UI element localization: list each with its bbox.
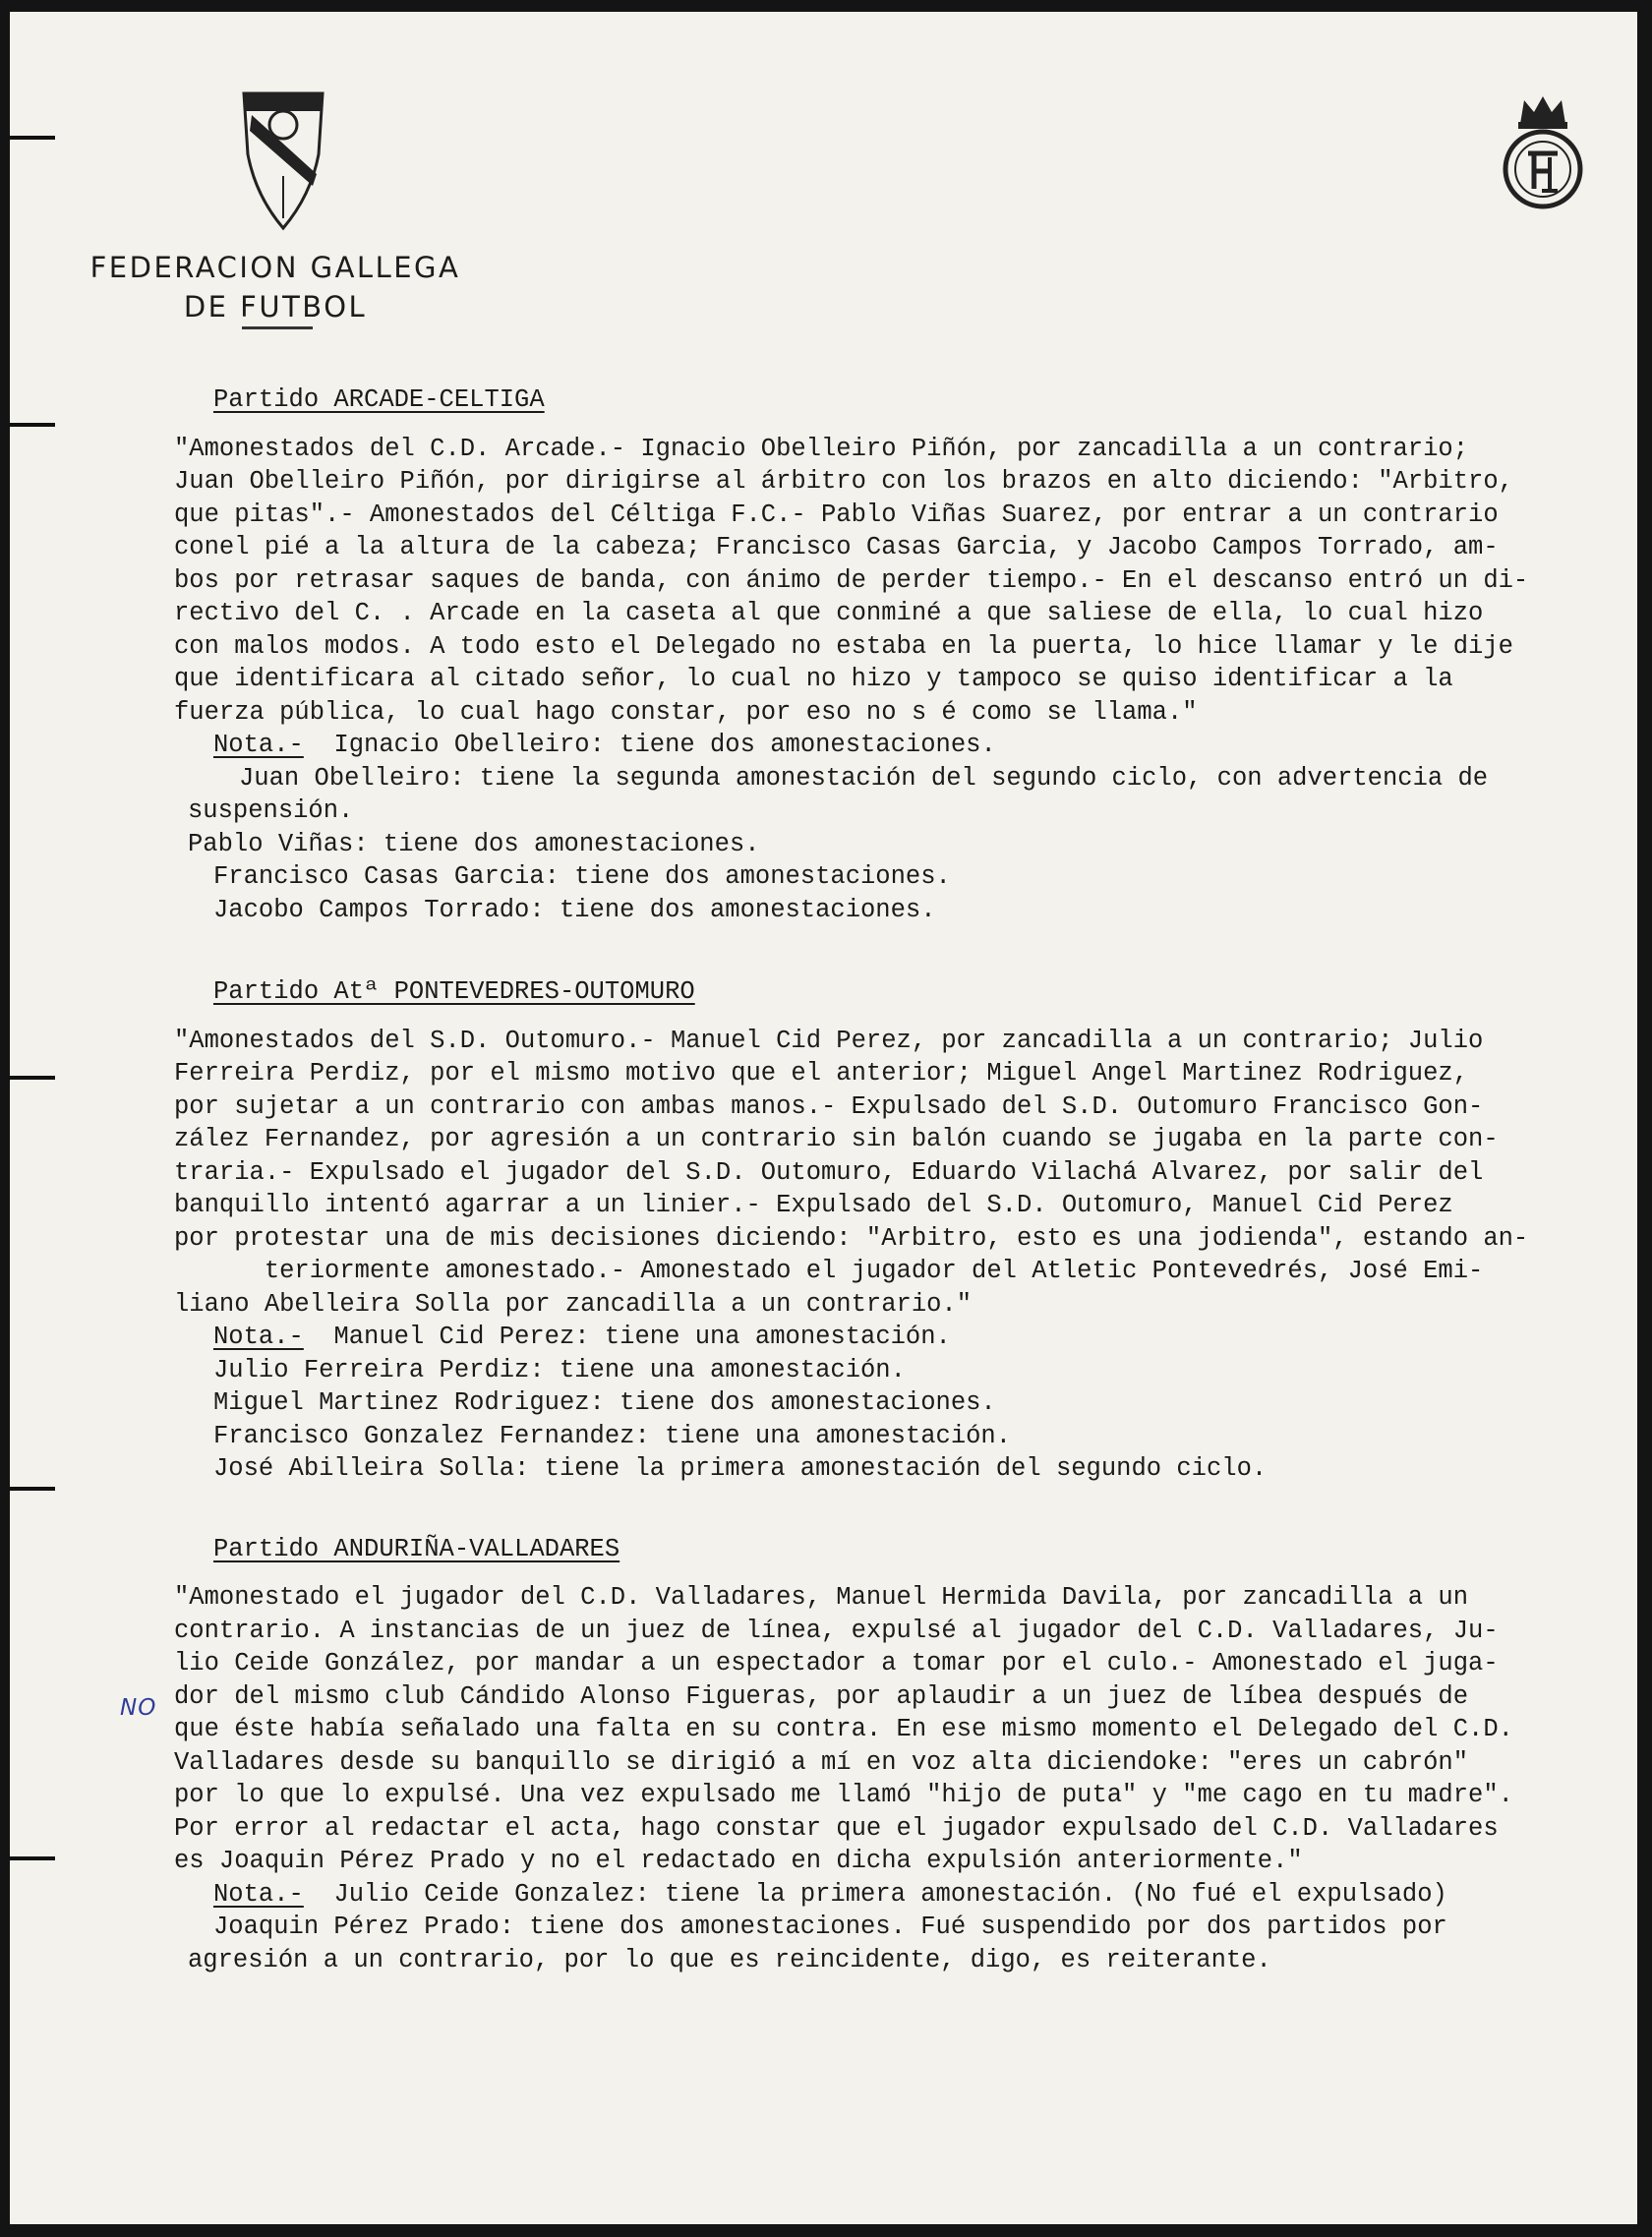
- report-line: que identificara al citado señor, lo cual no hizo y tampoco se quiso identificar a la: [174, 665, 1453, 693]
- match-sections: [174, 383, 1637, 1976]
- report-line: "Amonestados del C.D. Arcade.- Ignacio Obelleiro Piñón, por zancadilla a un contrario;: [174, 434, 1469, 463]
- report-line: lio Ceide González, por mandar a un espectador a tomar por el culo.- Amonestado el juga-: [174, 1649, 1499, 1678]
- binder-hole-mark: [10, 1487, 55, 1491]
- report-line: fuerza pública, lo cual hago constar, por eso no s é como se llama.": [174, 697, 1198, 727]
- report-line: Ferreira Perdiz, por el mismo motivo que el anterior; Miguel Angel Martinez Rodriguez,: [174, 1059, 1469, 1088]
- note-line: Francisco Gonzalez Fernandez: tiene una amonestación.: [213, 1421, 1012, 1450]
- report-line: dor del mismo club Cándido Alonso Figueras, por aplaudir a un juez de líbea después de: [174, 1681, 1469, 1711]
- report-line: con malos modos. A todo esto el Delegado no estaba en la puerta, lo hice llamar y le dije: [174, 631, 1513, 661]
- note-text: Manuel Cid Perez: tiene una amonestación.: [333, 1323, 951, 1351]
- note-line: agresión a un contrario, por lo que es reincidente, digo, es reiterante.: [188, 1945, 1271, 1974]
- note-label: Nota.-: [213, 1323, 304, 1351]
- binder-hole-mark: [10, 423, 55, 427]
- match-section: [174, 383, 1637, 926]
- report-line: conel pié a la altura de la cabeza; Francisco Casas Garcia, y Jacobo Campos Torrado, am-: [174, 533, 1499, 561]
- report-line: liano Abelleira Solla por zancadilla a un contrario.": [174, 1289, 973, 1319]
- handwritten-margin-note: NO: [120, 1695, 157, 1721]
- report-line: rectivo del C. . Arcade en la caseta al que conminé a que saliese de ella, lo cual hizo: [174, 599, 1484, 627]
- note-line: suspensión.: [188, 796, 354, 825]
- section-spacer: [174, 1486, 1637, 1533]
- note-line: Juan Obelleiro: tiene la segunda amonestación del segundo ciclo, con advertencia de: [239, 763, 1489, 793]
- report-line: traria.- Expulsado el jugador del S.D. Outomuro, Eduardo Vilachá Alvarez, por salir del: [174, 1157, 1484, 1187]
- note-line: [174, 1321, 1637, 1354]
- report-line: teriormente amonestado.- Amonestado el jugador del Atletic Pontevedrés, José Emi-: [174, 1257, 1484, 1285]
- report-line: "Amonestados del S.D. Outomuro.- Manuel Cid Perez, por zancadilla a un contrario; Julio: [174, 1026, 1484, 1055]
- federation-name-line2: DE FUTBOL: [183, 290, 368, 324]
- note-line: Julio Ferreira Perdiz: tiene una amonestación.: [213, 1355, 906, 1384]
- note-line: Pablo Viñas: tiene dos amonestaciones.: [188, 829, 760, 858]
- note-label: Nota.-: [213, 1879, 304, 1909]
- binder-hole-mark: [10, 1076, 55, 1080]
- report-line: por lo que lo expulsé. Una vez expulsado me llamó "hijo de puta" y "me cago en tu madre".: [174, 1781, 1513, 1809]
- report-line: contrario. A instancias de un juez de línea, expulsé al jugador del C.D. Valladares, Ju-: [174, 1616, 1499, 1645]
- note-label: Nota.-: [213, 731, 304, 759]
- note-line: [174, 729, 1637, 762]
- note-line: Francisco Casas Garcia: tiene dos amonestaciones.: [213, 862, 951, 891]
- report-line: Juan Obelleiro Piñón, por dirigirse al árbitro con los brazos en alto diciendo: "Arbitro,: [174, 467, 1513, 496]
- note-line: Jacobo Campos Torrado: tiene dos amonestaciones.: [213, 895, 936, 924]
- spanish-federation-crown-emblem-icon: [1499, 92, 1587, 212]
- match-section: [174, 975, 1637, 1486]
- note-line: José Abilleira Solla: tiene la primera amonestación del segundo ciclo.: [213, 1454, 1268, 1483]
- report-line: es Joaquin Pérez Prado y no el redactado en dicha expulsión anteriormente.": [174, 1847, 1303, 1875]
- note-line: Joaquin Pérez Prado: tiene dos amonestaciones. Fué suspendido por dos partidos por: [213, 1913, 1447, 1941]
- report-line: que pitas".- Amonestados del Céltiga F.C.- Pablo Viñas Suarez, por entrar a un contrario: [174, 500, 1499, 529]
- binder-hole-mark: [10, 136, 55, 140]
- report-line: por protestar una de mis decisiones diciendo: "Arbitro, esto es una jodienda", estando an-: [174, 1223, 1529, 1253]
- report-line: zález Fernandez, por agresión a un contrario sin balón cuando se jugaba en la parte con-: [174, 1125, 1499, 1153]
- report-line: bos por retrasar saques de banda, con ánimo de perder tiempo.- En el descanso entró un di-: [174, 565, 1529, 595]
- letterhead-divider: [242, 326, 313, 329]
- report-line: banquillo intentó agarrar a un linier.- Expulsado del S.D. Outomuro, Manuel Cid Perez: [174, 1191, 1453, 1219]
- match-title: Partido ANDURIÑA-VALLADARES: [213, 1534, 620, 1563]
- federation-name: [79, 248, 472, 326]
- report-line: que éste había señalado una falta en su contra. En ese mismo momento el Delegado del C.D.: [174, 1715, 1513, 1743]
- note-text: Julio Ceide Gonzalez: tiene la primera amonestación. (No fué el expulsado): [333, 1879, 1447, 1909]
- galician-federation-shield-icon: [234, 86, 332, 233]
- section-spacer: [174, 926, 1637, 975]
- report-content: [174, 383, 1637, 1976]
- match-section: [174, 1533, 1637, 1977]
- federation-name-line1: FEDERACION GALLEGA: [89, 251, 461, 284]
- document-page: [10, 12, 1637, 2224]
- report-line: por sujetar a un contrario con ambas manos.- Expulsado del S.D. Outomuro Francisco Gon-: [174, 1091, 1484, 1121]
- note-line: Miguel Martinez Rodriguez: tiene dos amonestaciones.: [213, 1388, 996, 1417]
- report-line: Valladares desde su banquillo se dirigió a mí en voz alta diciendoke: "eres un cabrón": [174, 1747, 1469, 1777]
- note-text: Ignacio Obelleiro: tiene dos amonestaciones.: [333, 731, 996, 759]
- note-line: [174, 1878, 1637, 1912]
- match-title: Partido ARCADE-CELTIGA: [213, 385, 545, 414]
- report-line: Por error al redactar el acta, hago constar que el jugador expulsado del C.D. Valladares: [174, 1813, 1499, 1843]
- match-title: Partido Atª PONTEVEDRES-OUTOMURO: [213, 977, 695, 1006]
- binder-hole-mark: [10, 1856, 55, 1860]
- report-line: "Amonestado el jugador del C.D. Valladares, Manuel Hermida Davila, por zancadilla a un: [174, 1583, 1469, 1612]
